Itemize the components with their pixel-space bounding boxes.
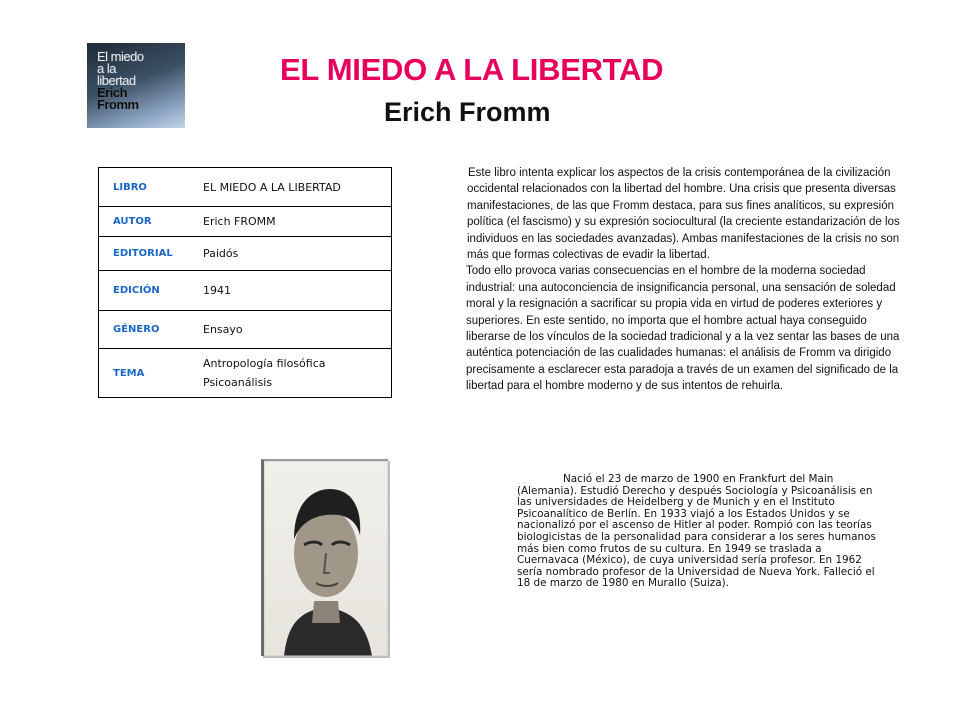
book-cover-image	[87, 43, 185, 128]
row-value: 1941	[199, 271, 392, 311]
description-paragraph: Todo ello provoca varias consecuencias en el hombre de la moderna sociedad industrial: una autoconciencia de insignificancia personal, una sensación de soledad moral y la resignación a sacrificar su propia vida en virtud de poderes exteriores y superiores. En este sentido, no importa que el hombre actual haya conseguido liberarse de los vínculos de la sociedad tradicional y a la vez sentar las bases de una auténtica potenciación de las cualidades humanas: el análisis de Fromm va dirigido precisamente a esclarecer esta paradoja a través de un examen del significado de la libertad para el hombre moderno y de sus intentos de rehuirla.	[466, 265, 900, 393]
row-key: EDICIÓN	[99, 271, 200, 311]
portrait-illustration	[264, 461, 388, 656]
row-key: TEMA	[113, 367, 145, 379]
cover-title-line: libertad	[97, 73, 136, 88]
table-row	[99, 349, 392, 398]
row-key: GÉNERO	[99, 311, 200, 349]
row-key: EDITORIAL	[99, 237, 200, 271]
table-row	[99, 311, 392, 349]
row-key: AUTOR	[99, 207, 200, 237]
row-value-line: Psicoanálisis	[203, 376, 273, 389]
book-description	[467, 165, 907, 395]
author-portrait-photo	[261, 459, 388, 656]
table-row	[99, 271, 392, 311]
description-paragraph: Este libro intenta explicar los aspectos de la crisis contemporánea de la civilización occidental relacionados con la libertad del hombre. Una crisis que presenta diversas manifestaciones, de las que Fromm destaca, para sus fines analíticos, su expresión política (el fascismo) y su expresión sociocultural (la creciente estandarización de los individuos en las sociedades avanzadas). Ambas manifestaciones de la crisis no son más que formas colectivas de evadir la libertad.	[467, 167, 900, 262]
row-key: LIBRO	[99, 168, 200, 207]
row-value: Erich FROMM	[199, 207, 392, 237]
row-value: EL MIEDO A LA LIBERTAD	[199, 168, 392, 207]
row-value: Ensayo	[199, 311, 392, 349]
author-biography	[517, 474, 877, 590]
table-row	[99, 168, 392, 207]
biography-paragraph: Nació el 23 de marzo de 1900 en Frankfurt del Main (Alemania). Estudió Derecho y después Sociología y Psicoanálisis en las universidades de Heidelberg y de Munich y en el Instituto Psicoanalítico de Berlín. En 1933 viajó a los Estados Unidos y se nacionalizó por el ascenso de Hitler al poder. Rompió con las teorías biologicistas de la personalidad para considerar a los seres humanos más bien como frutos de su cultura. En 1949 se traslada a Cuernavaca (México), de cuya universidad sería profesor. En 1962 sería nombrado profesor de la Universidad de Nueva York. Falleció el 18 de marzo de 1980 en Murallo (Suiza).	[517, 473, 876, 590]
table-row	[99, 207, 392, 237]
page-subtitle: Erich Fromm	[384, 97, 551, 127]
cover-author-line: Erich	[97, 85, 128, 100]
cover-title-line: a la	[97, 61, 116, 76]
row-value: Paidós	[199, 237, 392, 271]
table-row	[99, 237, 392, 271]
cover-title-line: El miedo	[97, 49, 144, 64]
book-info-table	[98, 167, 392, 398]
cover-author-line: Fromm	[97, 97, 139, 112]
row-value-line: Antropología filosófica	[203, 357, 326, 370]
row-value	[199, 349, 392, 398]
page-title: EL MIEDO A LA LIBERTAD	[280, 52, 664, 87]
